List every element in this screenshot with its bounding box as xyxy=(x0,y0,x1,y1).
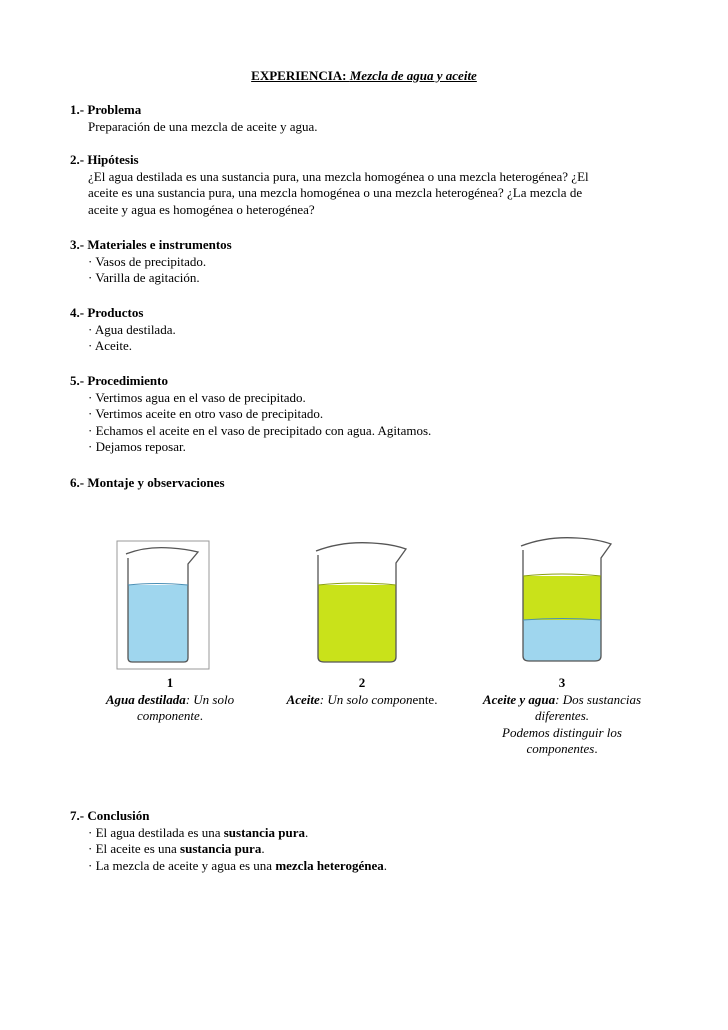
caption-text: : Un solo xyxy=(185,691,235,707)
list-item: · Agua destilada. xyxy=(88,321,176,337)
caption-text: . xyxy=(199,708,204,723)
list-item xyxy=(70,858,670,875)
page-title xyxy=(0,68,728,85)
list-item: · Varilla de agitación. xyxy=(88,270,200,285)
beaker-water-drawing xyxy=(116,540,210,670)
list-item: · Dejamos reposar. xyxy=(88,439,186,454)
caption-bold: Aceite y agua xyxy=(482,691,556,707)
section-procedimiento xyxy=(70,373,670,456)
conclusion-text: · El agua destilada es una xyxy=(88,824,224,840)
section-text-line: ¿El agua destilada es una sustancia pura, una mezcla homogénea o una mezcla heterogénea? ¿El xyxy=(88,168,589,184)
caption-text: componente xyxy=(136,708,200,723)
beaker-oil-drawing xyxy=(312,535,410,670)
section-heading: 1.- Problema xyxy=(70,102,142,117)
section-heading: 4.- Productos xyxy=(70,305,144,320)
caption-text: ente. xyxy=(412,691,438,707)
caption-text: componentes xyxy=(526,741,595,756)
caption-2 xyxy=(262,675,462,708)
section-productos xyxy=(70,305,670,355)
list-item xyxy=(70,825,670,842)
caption-bold: Agua destilada xyxy=(105,691,186,707)
beakers-figure xyxy=(0,535,728,775)
section-hipotesis xyxy=(70,152,670,218)
conclusion-text: · El aceite es una xyxy=(88,841,181,856)
conclusion-text: . xyxy=(305,824,309,840)
caption-text: : Dos sustancias xyxy=(555,691,642,707)
list-item xyxy=(70,841,670,858)
section-heading: 2.- Hipótesis xyxy=(70,152,139,167)
caption-number: 2 xyxy=(358,675,366,690)
conclusion-bold: sustancia pura xyxy=(223,824,306,840)
section-heading: 5.- Procedimiento xyxy=(70,373,168,388)
caption-number: 3 xyxy=(558,675,566,690)
section-heading: 3.- Materiales e instrumentos xyxy=(70,237,232,252)
section-heading: 6.- Montaje y observaciones xyxy=(70,475,225,490)
caption-3 xyxy=(462,675,662,758)
title-prefix: EXPERIENCIA: xyxy=(251,68,347,83)
caption-text: Podemos distinguir los xyxy=(502,724,622,740)
section-conclusion xyxy=(70,808,670,874)
caption-number: 1 xyxy=(166,675,174,690)
conclusion-text: · La mezcla de aceite y agua es una xyxy=(88,857,276,873)
conclusion-bold: mezcla heterogénea xyxy=(275,857,384,873)
caption-bold: Aceite xyxy=(286,691,320,707)
section-text: Preparación de una mezcla de aceite y agua. xyxy=(88,118,318,134)
caption-text: . xyxy=(594,741,598,756)
caption-1 xyxy=(80,675,260,725)
list-item: · Echamos el aceite en el vaso de precipitado con agua. Agitamos. xyxy=(88,422,432,438)
list-item: · Vasos de precipitado. xyxy=(88,253,207,269)
section-text-line: aceite y agua es homogénea o heterogénea? xyxy=(88,201,315,217)
list-item: · Vertimos aceite en otro vaso de precipitado. xyxy=(88,406,324,421)
section-heading: 7.- Conclusión xyxy=(70,808,150,823)
section-text-line: aceite es una sustancia pura, una mezcla homogénea o una mezcla heterogénea? ¿La mezcla de xyxy=(88,185,583,200)
conclusion-text: . xyxy=(261,841,265,856)
conclusion-text: . xyxy=(383,857,387,873)
caption-text: diferentes. xyxy=(534,708,590,723)
conclusion-bold: sustancia pura xyxy=(180,841,262,856)
section-problema xyxy=(70,102,670,135)
list-item: · Vertimos agua en el vaso de precipitado. xyxy=(88,389,306,405)
list-item: · Aceite. xyxy=(88,338,133,353)
title-emphasis: Mezcla de agua y aceite xyxy=(349,68,477,83)
section-montaje xyxy=(70,475,670,492)
beaker-oil-water-drawing xyxy=(515,532,613,670)
section-materiales xyxy=(70,237,670,287)
caption-text: : Un solo compon xyxy=(319,691,413,707)
